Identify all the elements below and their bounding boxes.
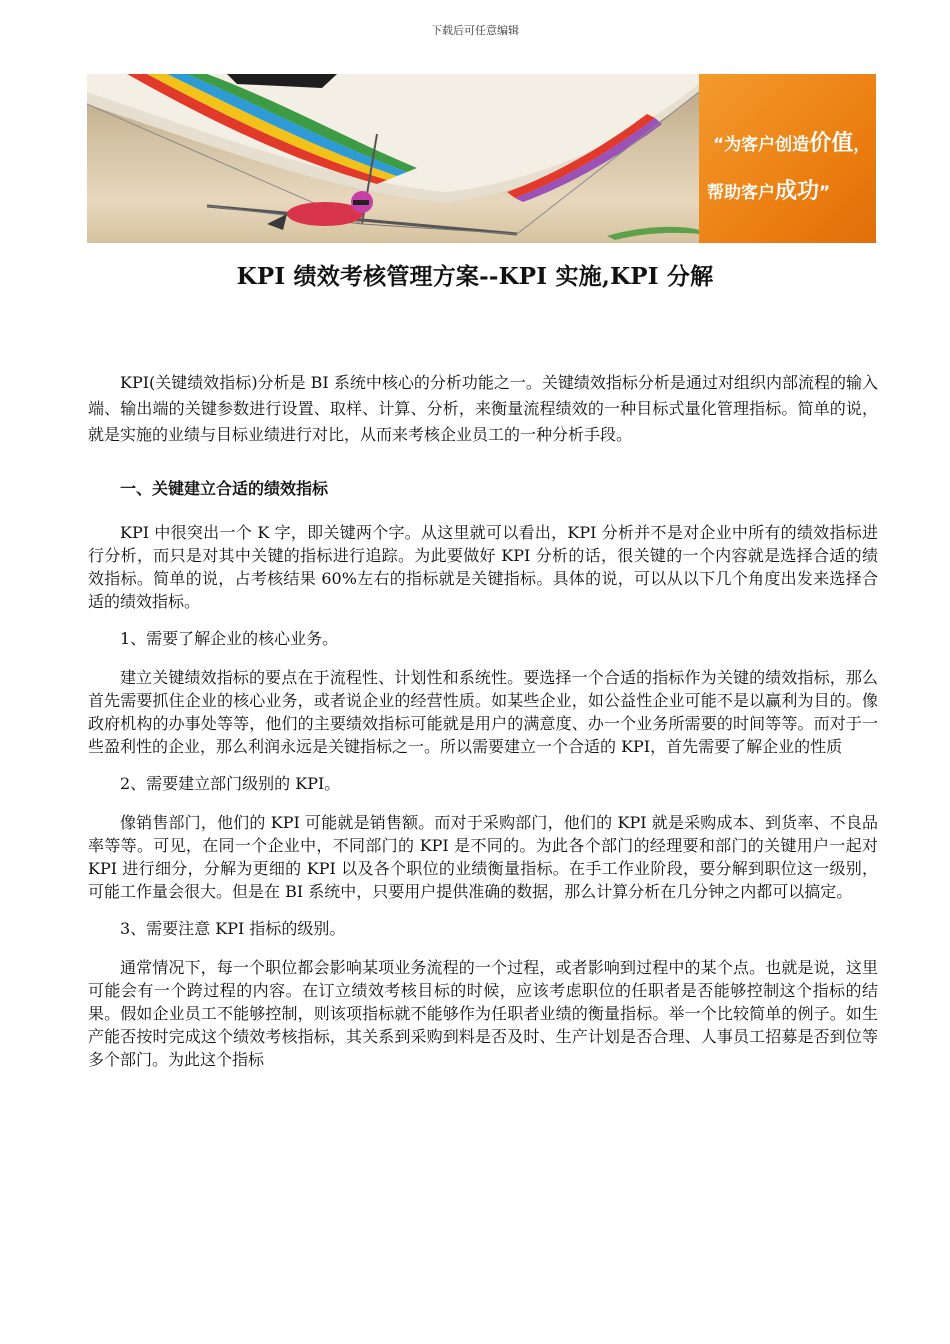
header-note: 下载后可任意编辑 xyxy=(431,24,519,37)
document-body xyxy=(88,370,878,1071)
slogan-line-2: 帮助客户成功” xyxy=(707,179,831,204)
item-2-paragraph: 像销售部门，他们的 KPI 可能就是销售额。而对于采购部门，他们的 KPI 就是采购成本、到货率、不良品率等等。可见，在同一个企业中，不同部门的 KPI 是不同的。为此各个部门的经理要和部门的关键用户一起对 KPI 进行细分，分解为更细的 KPI 以及各个职位的业绩衡量指标。在手工作业阶段，要分解到职位这一级别，可能工作量会很大。但是在 BI 系统中，只要用户提供准确的数据，那么计算分析在几分钟之内都可以搞定。 xyxy=(88,813,878,901)
item-3-paragraph: 通常情况下，每一个职位都会影响某项业务流程的一个过程，或者影响到过程中的某个点。也就是说，这里可能会有一个跨过程的内容。在订立绩效考核目标的时候，应该考虑职位的任职者是否能够控制这个指标的结果。假如企业员工不能够控制，则该项指标就不能够作为任职者业绩的衡量指标。举一个比较简单的例子。如生产能否按时完成这个绩效考核指标，其关系到采购到料是否及时、生产计划是否合理、人事员工招募是否到位等多个部门。为此这个指标 xyxy=(88,958,878,1069)
hang-glider-photo xyxy=(87,74,699,243)
document-title: KPI 绩效考核管理方案--KPI 实施,KPI 分解 xyxy=(236,263,714,290)
item-3-title: 3、需要注意 KPI 指标的级别。 xyxy=(120,919,346,938)
section-1-paragraph: KPI 中很突出一个 K 字，即关键两个字。从这里就可以看出，KPI 分析并不是对企业中所有的绩效指标进行分析，而只是对其中关键的指标进行追踪。为此要做好 KPI 分析的话，很关键的一个内容就是选择合适的绩效指标。简单的说，占考核结果 60%左右的指标就是关键指标。具体的说，可以从以下几个角度出发来选择合适的绩效指标。 xyxy=(88,523,878,611)
slogan-line-1: “为客户创造价值， xyxy=(713,131,871,156)
hang-glider-illustration xyxy=(87,74,699,243)
banner-slogan xyxy=(699,74,876,243)
item-1-paragraph: 建立关键绩效指标的要点在于流程性、计划性和系统性。要选择一个合适的指标作为关键的绩效指标，那么首先需要抓住企业的核心业务，或者说企业的经营性质。如某些企业，如公益性企业可能不是以赢利为目的。像政府机构的办事处等等，他们的主要绩效指标可能就是用户的满意度、办一个业务所需要的时间等等。而对于一些盈利性的企业，那么利润永远是关键指标之一。所以需要建立一个合适的 KPI，首先需要了解企业的性质 xyxy=(88,668,878,756)
section-1-heading: 一、关键建立合适的绩效指标 xyxy=(120,479,329,498)
item-1-title: 1、需要了解企业的核心业务。 xyxy=(120,629,339,648)
banner xyxy=(87,74,876,243)
intro-paragraph: KPI(关键绩效指标)分析是 BI 系统中核心的分析功能之一。关键绩效指标分析是通过对组织内部流程的输入端、输出端的关键参数进行设置、取样、计算、分析，来衡量流程绩效的一种目标式量化管理指标。简单的说，就是实施的业绩与目标业绩进行对比，从而来考核企业员工的一种分析手段。 xyxy=(88,373,878,444)
item-2-title: 2、需要建立部门级别的 KPI。 xyxy=(120,774,341,793)
